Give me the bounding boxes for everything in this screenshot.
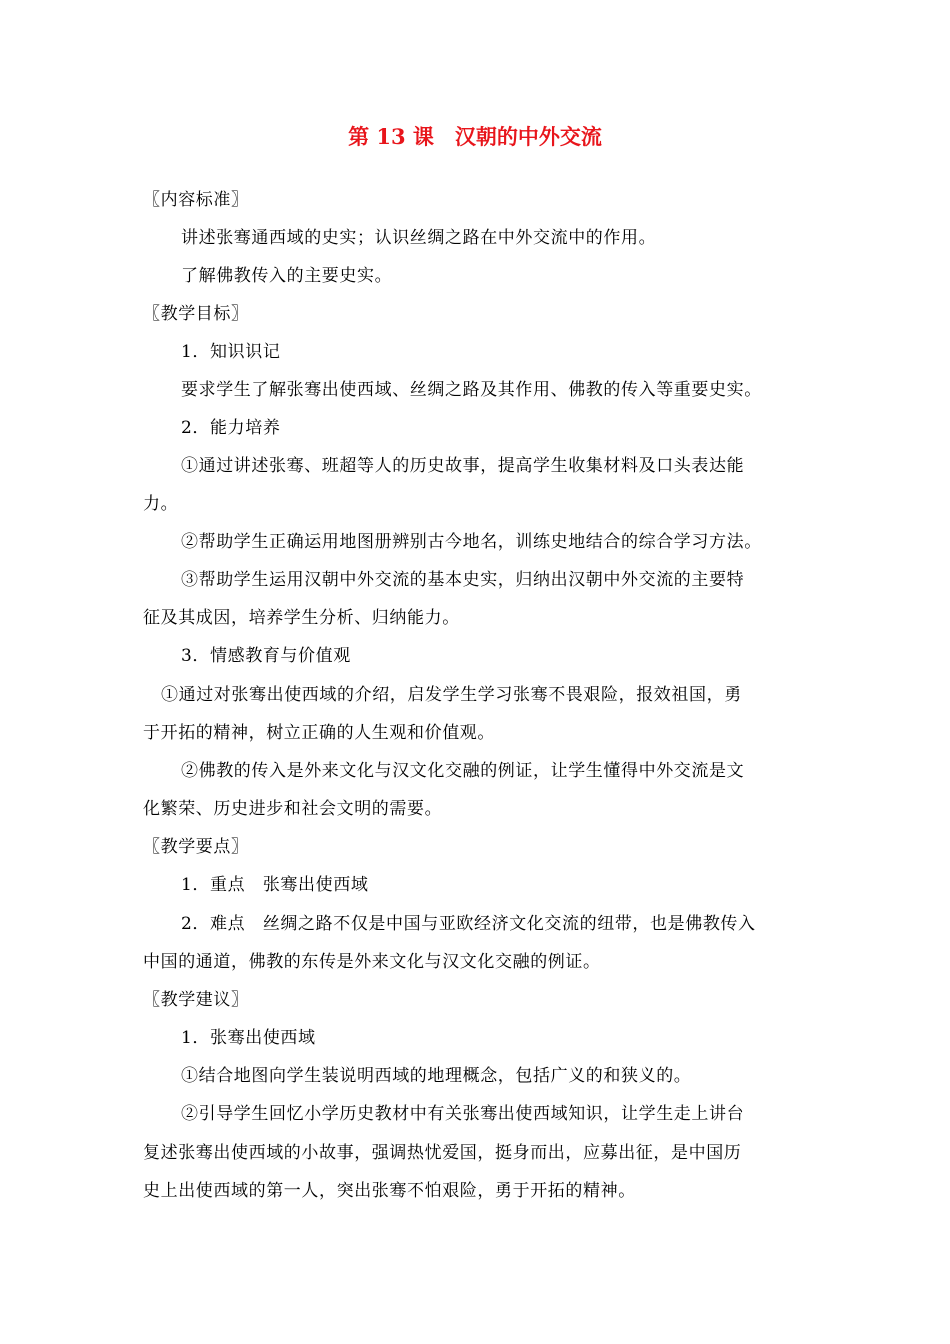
goal-item: ②佛教的传入是外来文化与汉文化交融的例证，让学生懂得中外交流是文: [181, 761, 745, 781]
key-point: 2．难点 丝绸之路不仅是中国与亚欧经济文化交流的纽带，也是佛教传入: [181, 914, 756, 934]
goal-item-continuation: 征及其成因，培养学生分析、归纳能力。: [143, 608, 460, 628]
goal-subheading: 3．情感教育与价值观: [181, 646, 351, 666]
goal-paragraph: 要求学生了解张骞出使西域、丝绸之路及其作用、佛教的传入等重要史实。: [181, 380, 762, 400]
goal-item: ②帮助学生正确运用地图册辨别古今地名，训练史地结合的综合学习方法。: [181, 532, 762, 552]
key-points-heading: 〖教学要点〗: [143, 837, 249, 857]
lesson-title: 第 13 课 汉朝的中外交流: [348, 124, 602, 149]
goal-item-continuation: 于开拓的精神，树立正确的人生观和价值观。: [143, 723, 495, 743]
content-standard-paragraph: 了解佛教传入的主要史实。: [181, 266, 393, 286]
goal-subheading: 1．知识识记: [181, 342, 281, 362]
key-point: 1．重点 张骞出使西域: [181, 875, 369, 895]
suggestion-item-continuation: 史上出使西域的第一人，突出张骞不怕艰险，勇于开拓的精神。: [143, 1181, 636, 1201]
goal-item: ③帮助学生运用汉朝中外交流的基本史实，归纳出汉朝中外交流的主要特: [181, 570, 745, 590]
suggestion-item: ①结合地图向学生装说明西域的地理概念，包括广义的和狭义的。: [181, 1066, 692, 1086]
suggestions-heading: 〖教学建议〗: [143, 990, 249, 1010]
goal-subheading: 2．能力培养: [181, 418, 281, 438]
content-standard-paragraph: 讲述张骞通西域的史实；认识丝绸之路在中外交流中的作用。: [181, 228, 657, 248]
goal-item-continuation: 化繁荣、历史进步和社会文明的需要。: [143, 799, 443, 819]
suggestion-subheading: 1．张骞出使西域: [181, 1028, 316, 1048]
goal-item: ①通过讲述张骞、班超等人的历史故事，提高学生收集材料及口头表达能: [181, 456, 745, 476]
content-standard-heading: 〖内容标准〗: [143, 190, 249, 210]
goal-item-continuation: 力。: [143, 494, 179, 514]
suggestion-item-continuation: 复述张骞出使西域的小故事，强调热忧爱国，挺身而出，应募出征，是中国历: [143, 1143, 742, 1163]
key-point-continuation: 中国的通道，佛教的东传是外来文化与汉文化交融的例证。: [143, 952, 601, 972]
teaching-goals-heading: 〖教学目标〗: [143, 304, 249, 324]
goal-item: ①通过对张骞出使西域的介绍，启发学生学习张骞不畏艰险，报效祖国，勇: [161, 685, 742, 705]
suggestion-item: ②引导学生回忆小学历史教材中有关张骞出使西域知识，让学生走上讲台: [181, 1104, 745, 1124]
